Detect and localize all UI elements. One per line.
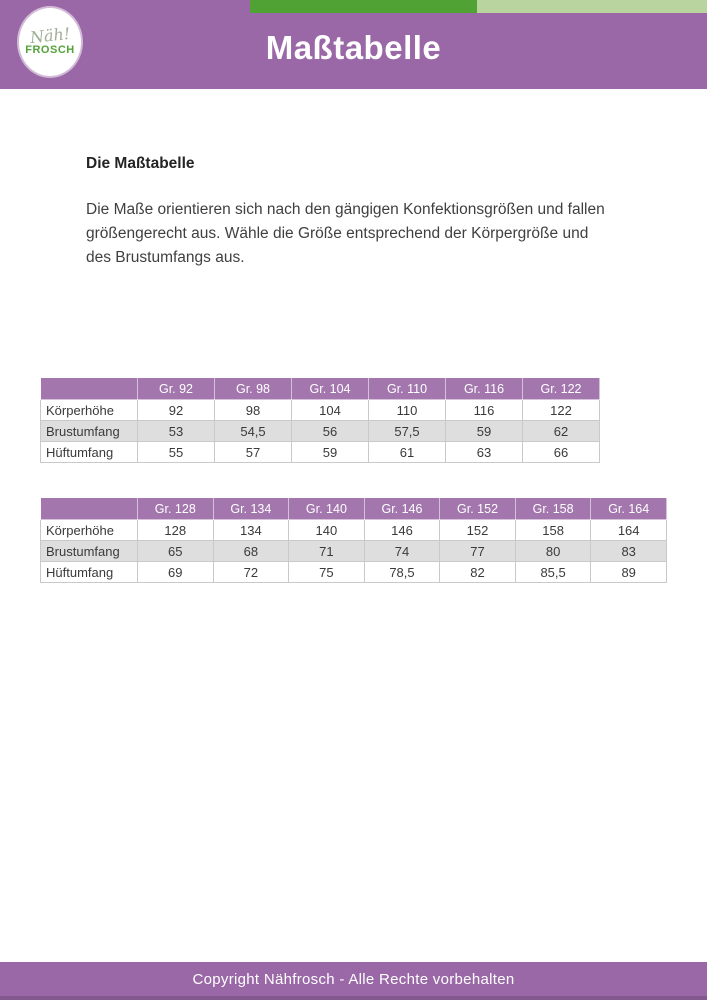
value-cell: 110 xyxy=(369,400,446,421)
size-column-header: Gr. 92 xyxy=(138,378,215,400)
value-cell: 89 xyxy=(591,562,667,583)
value-cell: 65 xyxy=(138,541,214,562)
row-label: Brustumfang xyxy=(41,421,138,442)
logo-script-text: Näh! xyxy=(28,23,71,47)
size-column-header: Gr. 146 xyxy=(364,498,440,520)
table-row xyxy=(41,562,667,583)
value-cell: 98 xyxy=(215,400,292,421)
page-header xyxy=(0,0,707,89)
value-cell: 63 xyxy=(446,442,523,463)
row-label: Brustumfang xyxy=(41,541,138,562)
size-column-header: Gr. 110 xyxy=(369,378,446,400)
value-cell: 68 xyxy=(213,541,289,562)
value-cell: 69 xyxy=(138,562,214,583)
table-row xyxy=(41,421,600,442)
value-cell: 82 xyxy=(440,562,516,583)
size-column-header: Gr. 122 xyxy=(523,378,600,400)
footer-bottom-edge xyxy=(0,996,707,1000)
value-cell: 62 xyxy=(523,421,600,442)
value-cell: 152 xyxy=(440,520,516,541)
value-cell: 116 xyxy=(446,400,523,421)
value-cell: 146 xyxy=(364,520,440,541)
size-table-92-122 xyxy=(40,378,600,463)
value-cell: 56 xyxy=(292,421,369,442)
intro-paragraph: Die Maße orientieren sich nach den gängigen Konfektionsgrößen und fallen größengerecht aus. Wähle die Größe entsprechend der Körpergröße und des Brustumfangs aus. xyxy=(86,201,605,266)
value-cell: 75 xyxy=(289,562,365,583)
footer-copyright-bar xyxy=(0,962,707,996)
row-label: Hüftumfang xyxy=(41,442,138,463)
value-cell: 134 xyxy=(213,520,289,541)
value-cell: 53 xyxy=(138,421,215,442)
value-cell: 57 xyxy=(215,442,292,463)
header-accent-bar-light-green xyxy=(477,0,707,13)
value-cell: 78,5 xyxy=(364,562,440,583)
size-column-header: Gr. 140 xyxy=(289,498,365,520)
value-cell: 71 xyxy=(289,541,365,562)
section-heading: Die Maßtabelle xyxy=(86,155,195,172)
row-label: Körperhöhe xyxy=(41,520,138,541)
value-cell: 158 xyxy=(515,520,591,541)
value-cell: 128 xyxy=(138,520,214,541)
size-column-header: Gr. 98 xyxy=(215,378,292,400)
value-cell: 59 xyxy=(292,442,369,463)
table-row xyxy=(41,400,600,421)
value-cell: 61 xyxy=(369,442,446,463)
size-column-header: Gr. 158 xyxy=(515,498,591,520)
value-cell: 92 xyxy=(138,400,215,421)
value-cell: 59 xyxy=(446,421,523,442)
size-column-header: Gr. 116 xyxy=(446,378,523,400)
page-title: Maßtabelle xyxy=(265,29,442,66)
value-cell: 83 xyxy=(591,541,667,562)
value-cell: 66 xyxy=(523,442,600,463)
table-row xyxy=(41,442,600,463)
table-header-row xyxy=(41,498,667,520)
table-header-row xyxy=(41,378,600,400)
value-cell: 104 xyxy=(292,400,369,421)
value-cell: 80 xyxy=(515,541,591,562)
header-accent-bar-dark-green xyxy=(250,0,477,13)
table-row xyxy=(41,541,667,562)
size-column-header: Gr. 104 xyxy=(292,378,369,400)
value-cell: 164 xyxy=(591,520,667,541)
corner-cell xyxy=(41,498,138,520)
table-row xyxy=(41,520,667,541)
size-column-header: Gr. 164 xyxy=(591,498,667,520)
value-cell: 54,5 xyxy=(215,421,292,442)
size-table-128-164 xyxy=(40,498,667,583)
size-column-header: Gr. 152 xyxy=(440,498,516,520)
value-cell: 122 xyxy=(523,400,600,421)
copyright-text: Copyright Nähfrosch - Alle Rechte vorbehalten xyxy=(192,970,515,988)
value-cell: 85,5 xyxy=(515,562,591,583)
value-cell: 77 xyxy=(440,541,516,562)
row-label: Hüftumfang xyxy=(41,562,138,583)
corner-cell xyxy=(41,378,138,400)
size-column-header: Gr. 134 xyxy=(213,498,289,520)
value-cell: 55 xyxy=(138,442,215,463)
value-cell: 57,5 xyxy=(369,421,446,442)
value-cell: 72 xyxy=(213,562,289,583)
value-cell: 140 xyxy=(289,520,365,541)
logo-caps-text: FROSCH xyxy=(25,43,75,56)
value-cell: 74 xyxy=(364,541,440,562)
size-column-header: Gr. 128 xyxy=(138,498,214,520)
row-label: Körperhöhe xyxy=(41,400,138,421)
